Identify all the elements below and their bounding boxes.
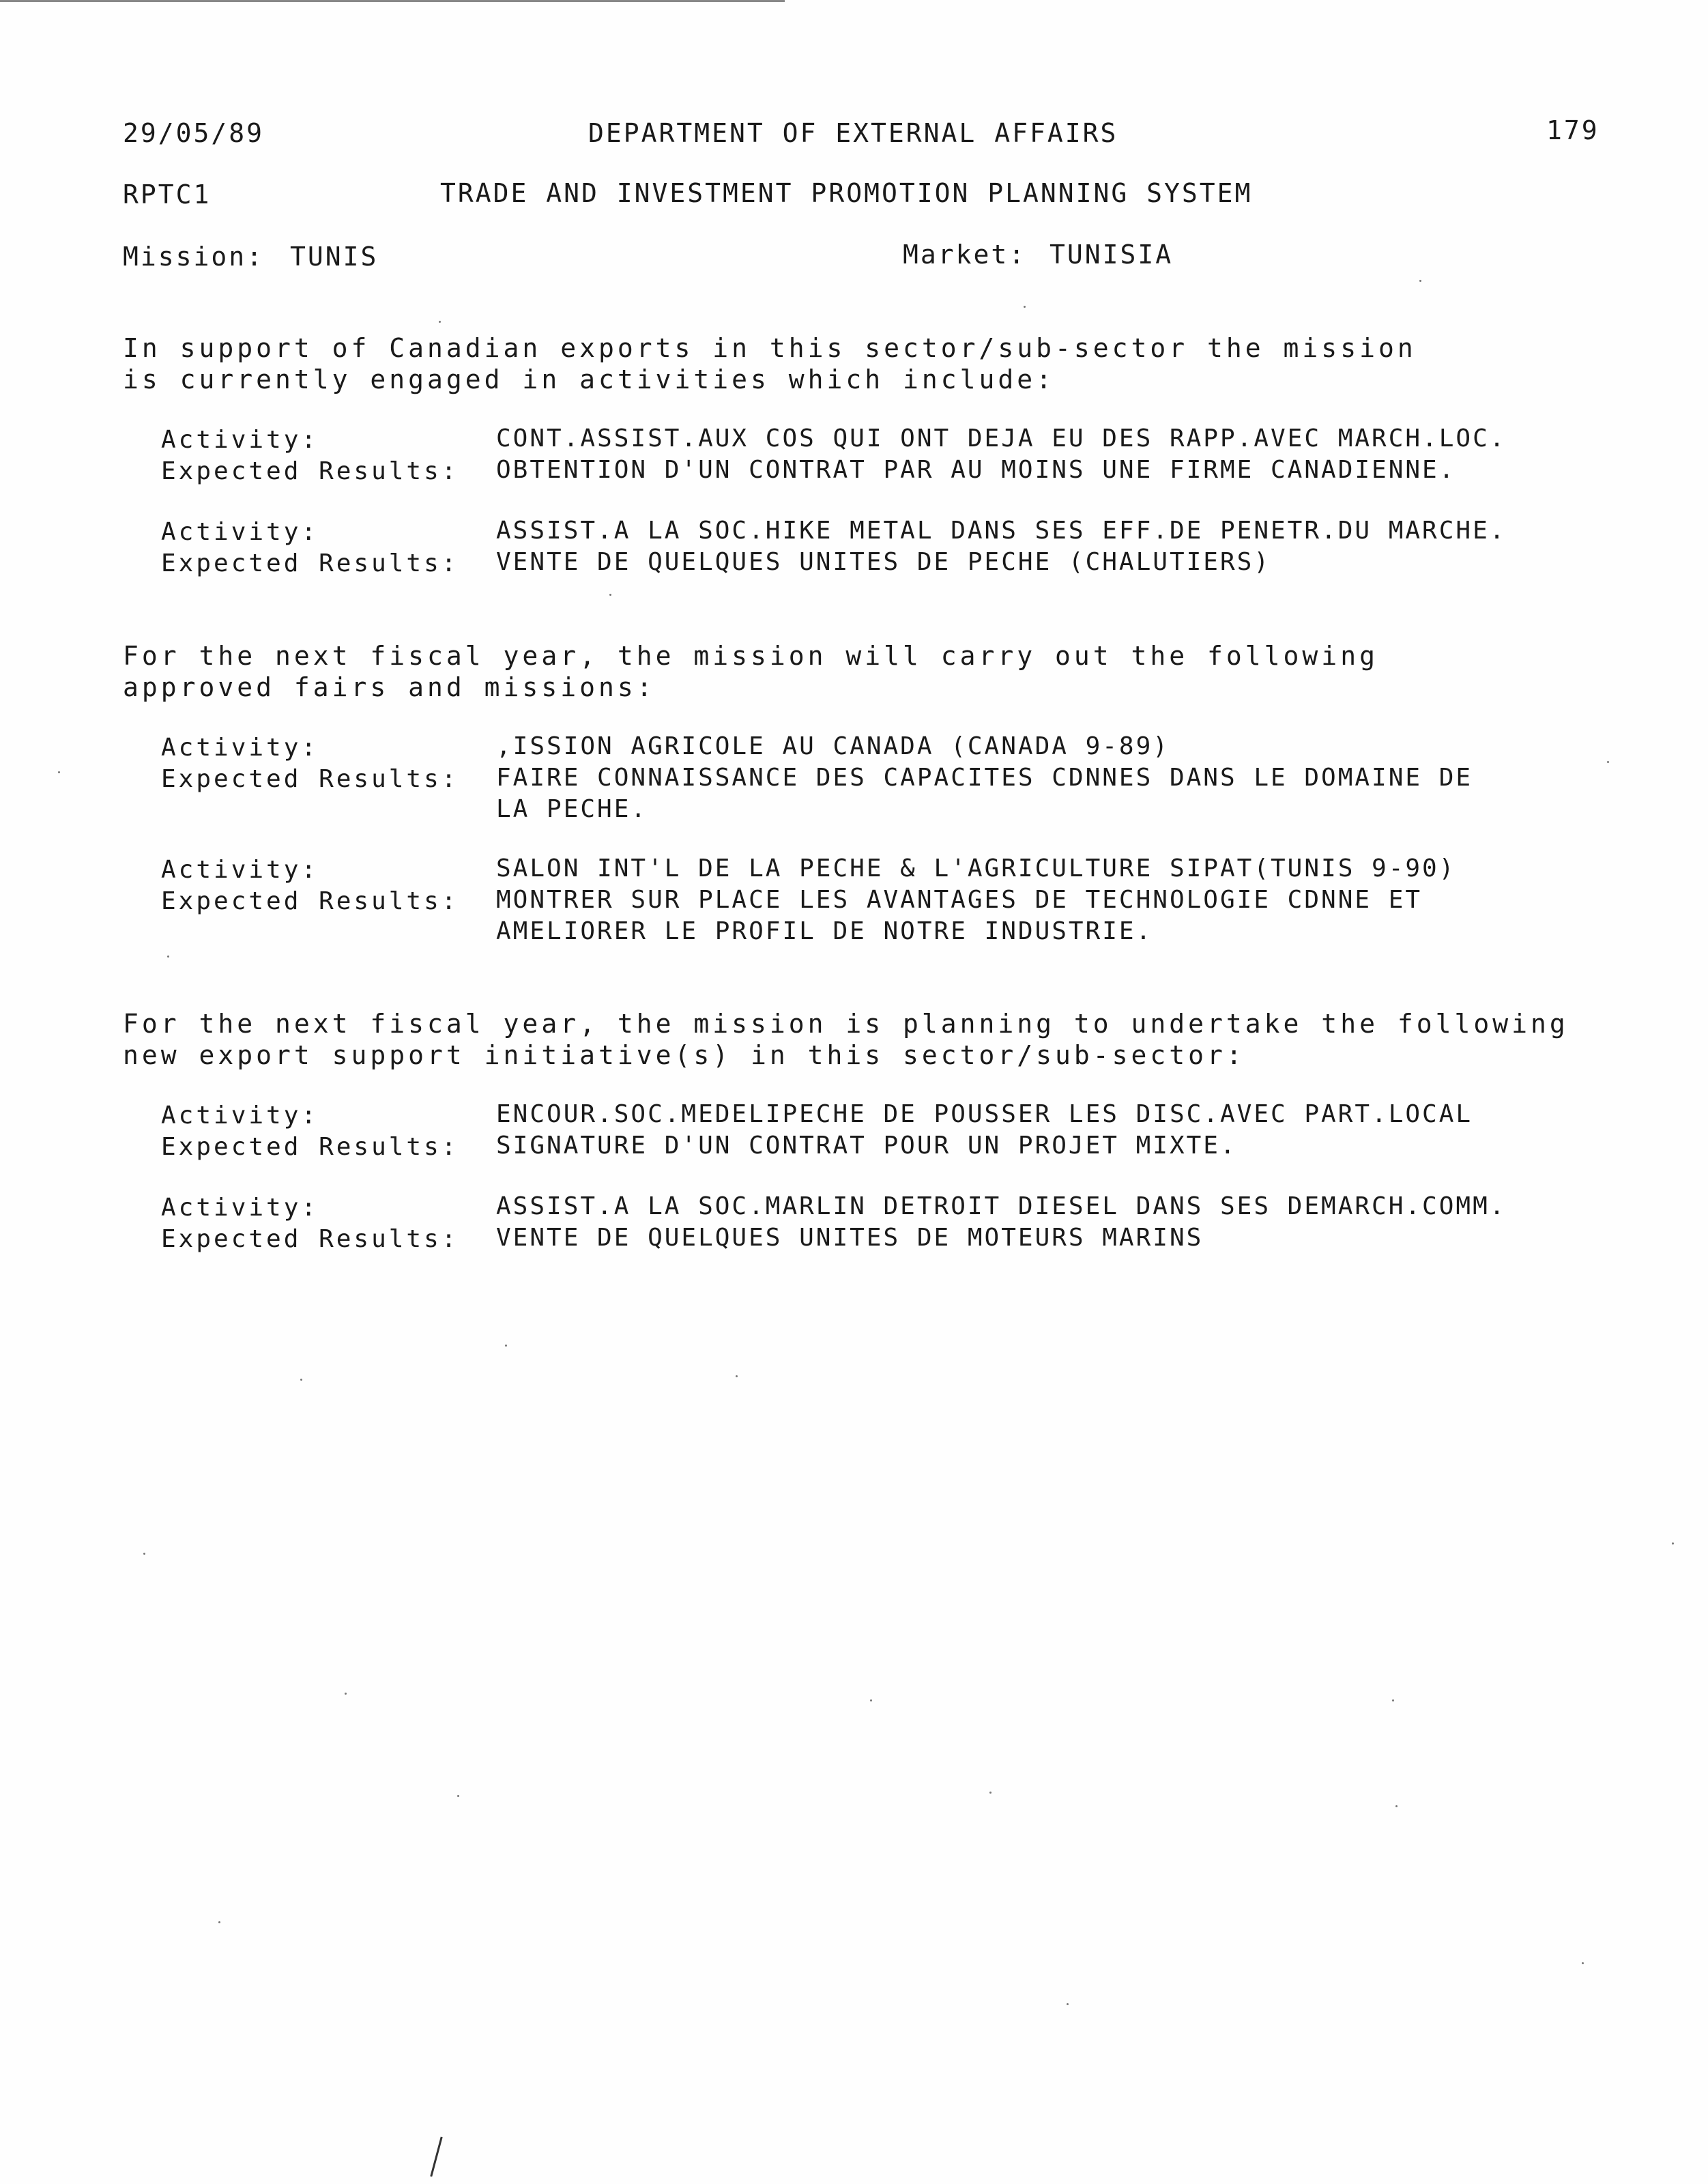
expected-results-label: Expected Results: [161, 887, 459, 915]
scan-speck [1392, 1699, 1394, 1701]
scan-speck [457, 1795, 459, 1797]
scan-speck [1419, 280, 1421, 282]
scan-speck [736, 1375, 738, 1377]
scan-speck [345, 1693, 347, 1695]
section-3-intro-line-1: For the next fiscal year, the mission is planning to undertake the following [123, 1009, 1569, 1039]
scan-speck [218, 1921, 220, 1923]
expected-results-value: VENTE DE QUELQUES UNITES DE MOTEURS MARINS [496, 1224, 1204, 1252]
activity-label: Activity: [161, 856, 319, 884]
activity-value: ASSIST.A LA SOC.MARLIN DETROIT DIESEL DANS SES DEMARCH.COMM. [496, 1192, 1507, 1220]
expected-results-value: FAIRE CONNAISSANCE DES CAPACITES CDNNES DANS LE DOMAINE DE [496, 764, 1473, 792]
scan-speck [609, 594, 611, 596]
expected-results-value-continued: AMELIORER LE PROFIL DE NOTRE INDUSTRIE. [496, 917, 1153, 945]
market-label: Market: [903, 240, 1027, 270]
expected-results-value: MONTRER SUR PLACE LES AVANTAGES DE TECHNOLOGIE CDNNE ET [496, 886, 1423, 914]
section-1-intro-line-2: is currently engaged in activities which include: [123, 364, 1056, 394]
department-title: DEPARTMENT OF EXTERNAL AFFAIRS [588, 118, 1118, 148]
activity-label: Activity: [161, 734, 319, 762]
scan-speck [1395, 1805, 1398, 1807]
activity-value: ASSIST.A LA SOC.HIKE METAL DANS SES EFF.DE PENETR.DU MARCHE. [496, 517, 1507, 545]
activity-value: ENCOUR.SOC.MEDELIPECHE DE POUSSER LES DISC.AVEC PART.LOCAL [496, 1100, 1473, 1128]
scan-speck [143, 1553, 145, 1555]
expected-results-value-continued: LA PECHE. [496, 795, 648, 823]
activity-label: Activity: [161, 518, 319, 546]
scan-speck [1024, 306, 1026, 308]
expected-results-value: OBTENTION D'UN CONTRAT PAR AU MOINS UNE FIRME CANADIENNE. [496, 456, 1456, 484]
activity-value: ,ISSION AGRICOLE AU CANADA (CANADA 9-89) [496, 732, 1170, 760]
scan-speck [300, 1379, 302, 1381]
section-2-intro-line-2: approved fairs and missions: [123, 672, 656, 702]
scan-edge-line [0, 0, 785, 2]
scan-speck [1067, 2003, 1069, 2005]
expected-results-label: Expected Results: [161, 549, 459, 577]
scan-speck [505, 1345, 507, 1347]
expected-results-label: Expected Results: [161, 1225, 459, 1253]
scan-speck [439, 321, 441, 323]
market-value: TUNISIA [1050, 240, 1174, 270]
scan-speck [1607, 761, 1609, 763]
report-code: RPTC1 [123, 179, 212, 210]
activity-label: Activity: [161, 426, 319, 454]
expected-results-value: SIGNATURE D'UN CONTRAT POUR UN PROJET MIXTE. [496, 1132, 1237, 1160]
expected-results-value: VENTE DE QUELQUES UNITES DE PECHE (CHALUTIERS) [496, 548, 1271, 576]
expected-results-label: Expected Results: [161, 765, 459, 793]
mission-label: Mission: [123, 242, 265, 272]
section-2-intro-line-1: For the next fiscal year, the mission will carry out the following [123, 641, 1378, 671]
report-date: 29/05/89 [123, 118, 265, 148]
scan-speck [870, 1699, 872, 1701]
scan-speck [167, 956, 169, 958]
mission-value: TUNIS [290, 242, 379, 272]
activity-value: CONT.ASSIST.AUX COS QUI ONT DEJA EU DES RAPP.AVEC MARCH.LOC. [496, 425, 1507, 452]
activity-value: SALON INT'L DE LA PECHE & L'AGRICULTURE SIPAT(TUNIS 9-90) [496, 854, 1456, 882]
expected-results-label: Expected Results: [161, 457, 459, 485]
scan-speck [1672, 1542, 1674, 1544]
section-3-intro-line-2: new export support initiative(s) in this sector/sub-sector: [123, 1040, 1245, 1070]
scan-speck [58, 771, 60, 773]
expected-results-label: Expected Results: [161, 1133, 459, 1161]
system-title: TRADE AND INVESTMENT PROMOTION PLANNING SYSTEM [440, 178, 1253, 208]
scan-speck [1582, 1962, 1584, 1964]
activity-label: Activity: [161, 1194, 319, 1222]
page-number: 179 [1546, 115, 1600, 145]
scan-speck [989, 1792, 991, 1794]
section-1-intro-line-1: In support of Canadian exports in this sector/sub-sector the mission [123, 333, 1417, 363]
activity-label: Activity: [161, 1102, 319, 1130]
scan-mark [430, 2137, 442, 2177]
